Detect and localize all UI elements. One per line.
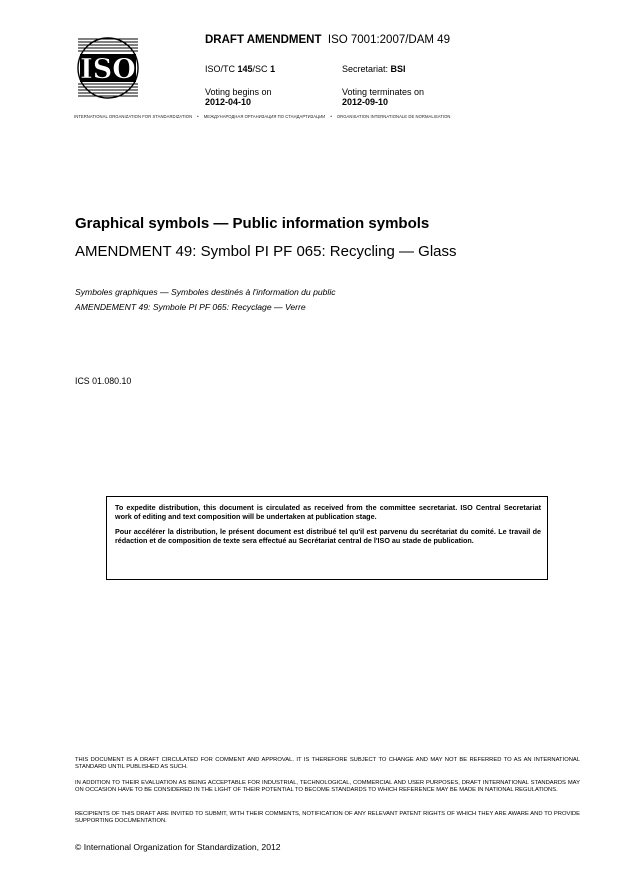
- document-title: Graphical symbols — Public information symbols: [75, 215, 430, 232]
- footer-draft-notice: THIS DOCUMENT IS A DRAFT CIRCULATED FOR COMMENT AND APPROVAL. IT IS THEREFORE SUBJECT TO CHANGE AND MAY NOT BE REFERRED TO AS AN INTERNATIONAL STANDARD UNTIL PUBLISHED AS SUCH.: [75, 757, 580, 771]
- secretariat-value: BSI: [390, 64, 406, 74]
- org-name-en: INTERNATIONAL ORGANIZATION FOR STANDARDIZATION: [74, 114, 193, 119]
- ics-code: ICS 01.080.10: [75, 376, 132, 386]
- draft-header: [205, 34, 450, 46]
- technical-committee: ISO/TC 145/SC 1: [205, 64, 276, 74]
- voting-terminates-date: 2012-09-10: [342, 97, 389, 107]
- amendment-title: AMENDMENT 49: Symbol PI PF 065: Recycling — Glass: [75, 243, 457, 260]
- doc-reference: ISO 7001:2007/DAM 49: [327, 34, 450, 46]
- footer-evaluation-notice: IN ADDITION TO THEIR EVALUATION AS BEING ACCEPTABLE FOR INDUSTRIAL, TECHNOLOGICAL, COMMERCIAL AND USER PURPOSES, DRAFT INTERNATIONAL STANDARDS MAY ON OCCASION HAVE TO BE CONSIDERED IN THE LIGHT OF THEIR POTENTIAL TO BECOME STANDARDS TO WHICH REFERENCE MAY BE MADE IN NATIONAL REGULATIONS.: [75, 780, 580, 794]
- secretariat: Secretariat: BSI: [342, 64, 406, 74]
- voting-begins-date: 2012-04-10: [205, 97, 252, 107]
- logo-text: ISO: [80, 54, 136, 85]
- french-amendment-title: AMENDEMENT 49: Symbole PI PF 065: Recyclage — Verre: [75, 302, 306, 312]
- voting-begins-label: Voting begins on: [205, 87, 272, 97]
- distribution-notice: [106, 496, 548, 580]
- notice-french: Pour accélérer la distribution, le présent document est distribué tel qu'il est parvenu du secrétariat du comité. Le travail de rédaction et de composition de texte sera effectué au Secrétariat central de l'ISO au stade de publication.: [115, 526, 541, 546]
- notice-english: To expedite distribution, this document is circulated as received from the committee secretariat. ISO Central Secretariat work of editing and text composition will be undertaken at publication stage.: [115, 503, 541, 522]
- org-name-ru: МЕЖДУНАРОДНАЯ ОРГАНИЗАЦИЯ ПО СТАНДАРТИЗАЦИИ: [203, 114, 326, 119]
- organization-names: [74, 114, 556, 119]
- iso-logo: [76, 36, 140, 100]
- footer-patent-notice: RECIPIENTS OF THIS DRAFT ARE INVITED TO SUBMIT, WITH THEIR COMMENTS, NOTIFICATION OF ANY RELEVANT PATENT RIGHTS OF WHICH THEY ARE AWARE AND TO PROVIDE SUPPORTING DOCUMENTATION.: [75, 811, 580, 825]
- voting-terminates-label: Voting terminates on: [342, 87, 425, 97]
- draft-label: DRAFT AMENDMENT: [205, 34, 322, 46]
- org-name-fr: ORGANISATION INTERNATIONALE DE NORMALISATION: [336, 114, 451, 119]
- org-separator: •: [197, 114, 199, 119]
- copyright: © International Organization for Standardization, 2012: [75, 842, 281, 852]
- org-separator: •: [330, 114, 332, 119]
- french-title: Symboles graphiques — Symboles destinés à l'information du public: [75, 287, 336, 297]
